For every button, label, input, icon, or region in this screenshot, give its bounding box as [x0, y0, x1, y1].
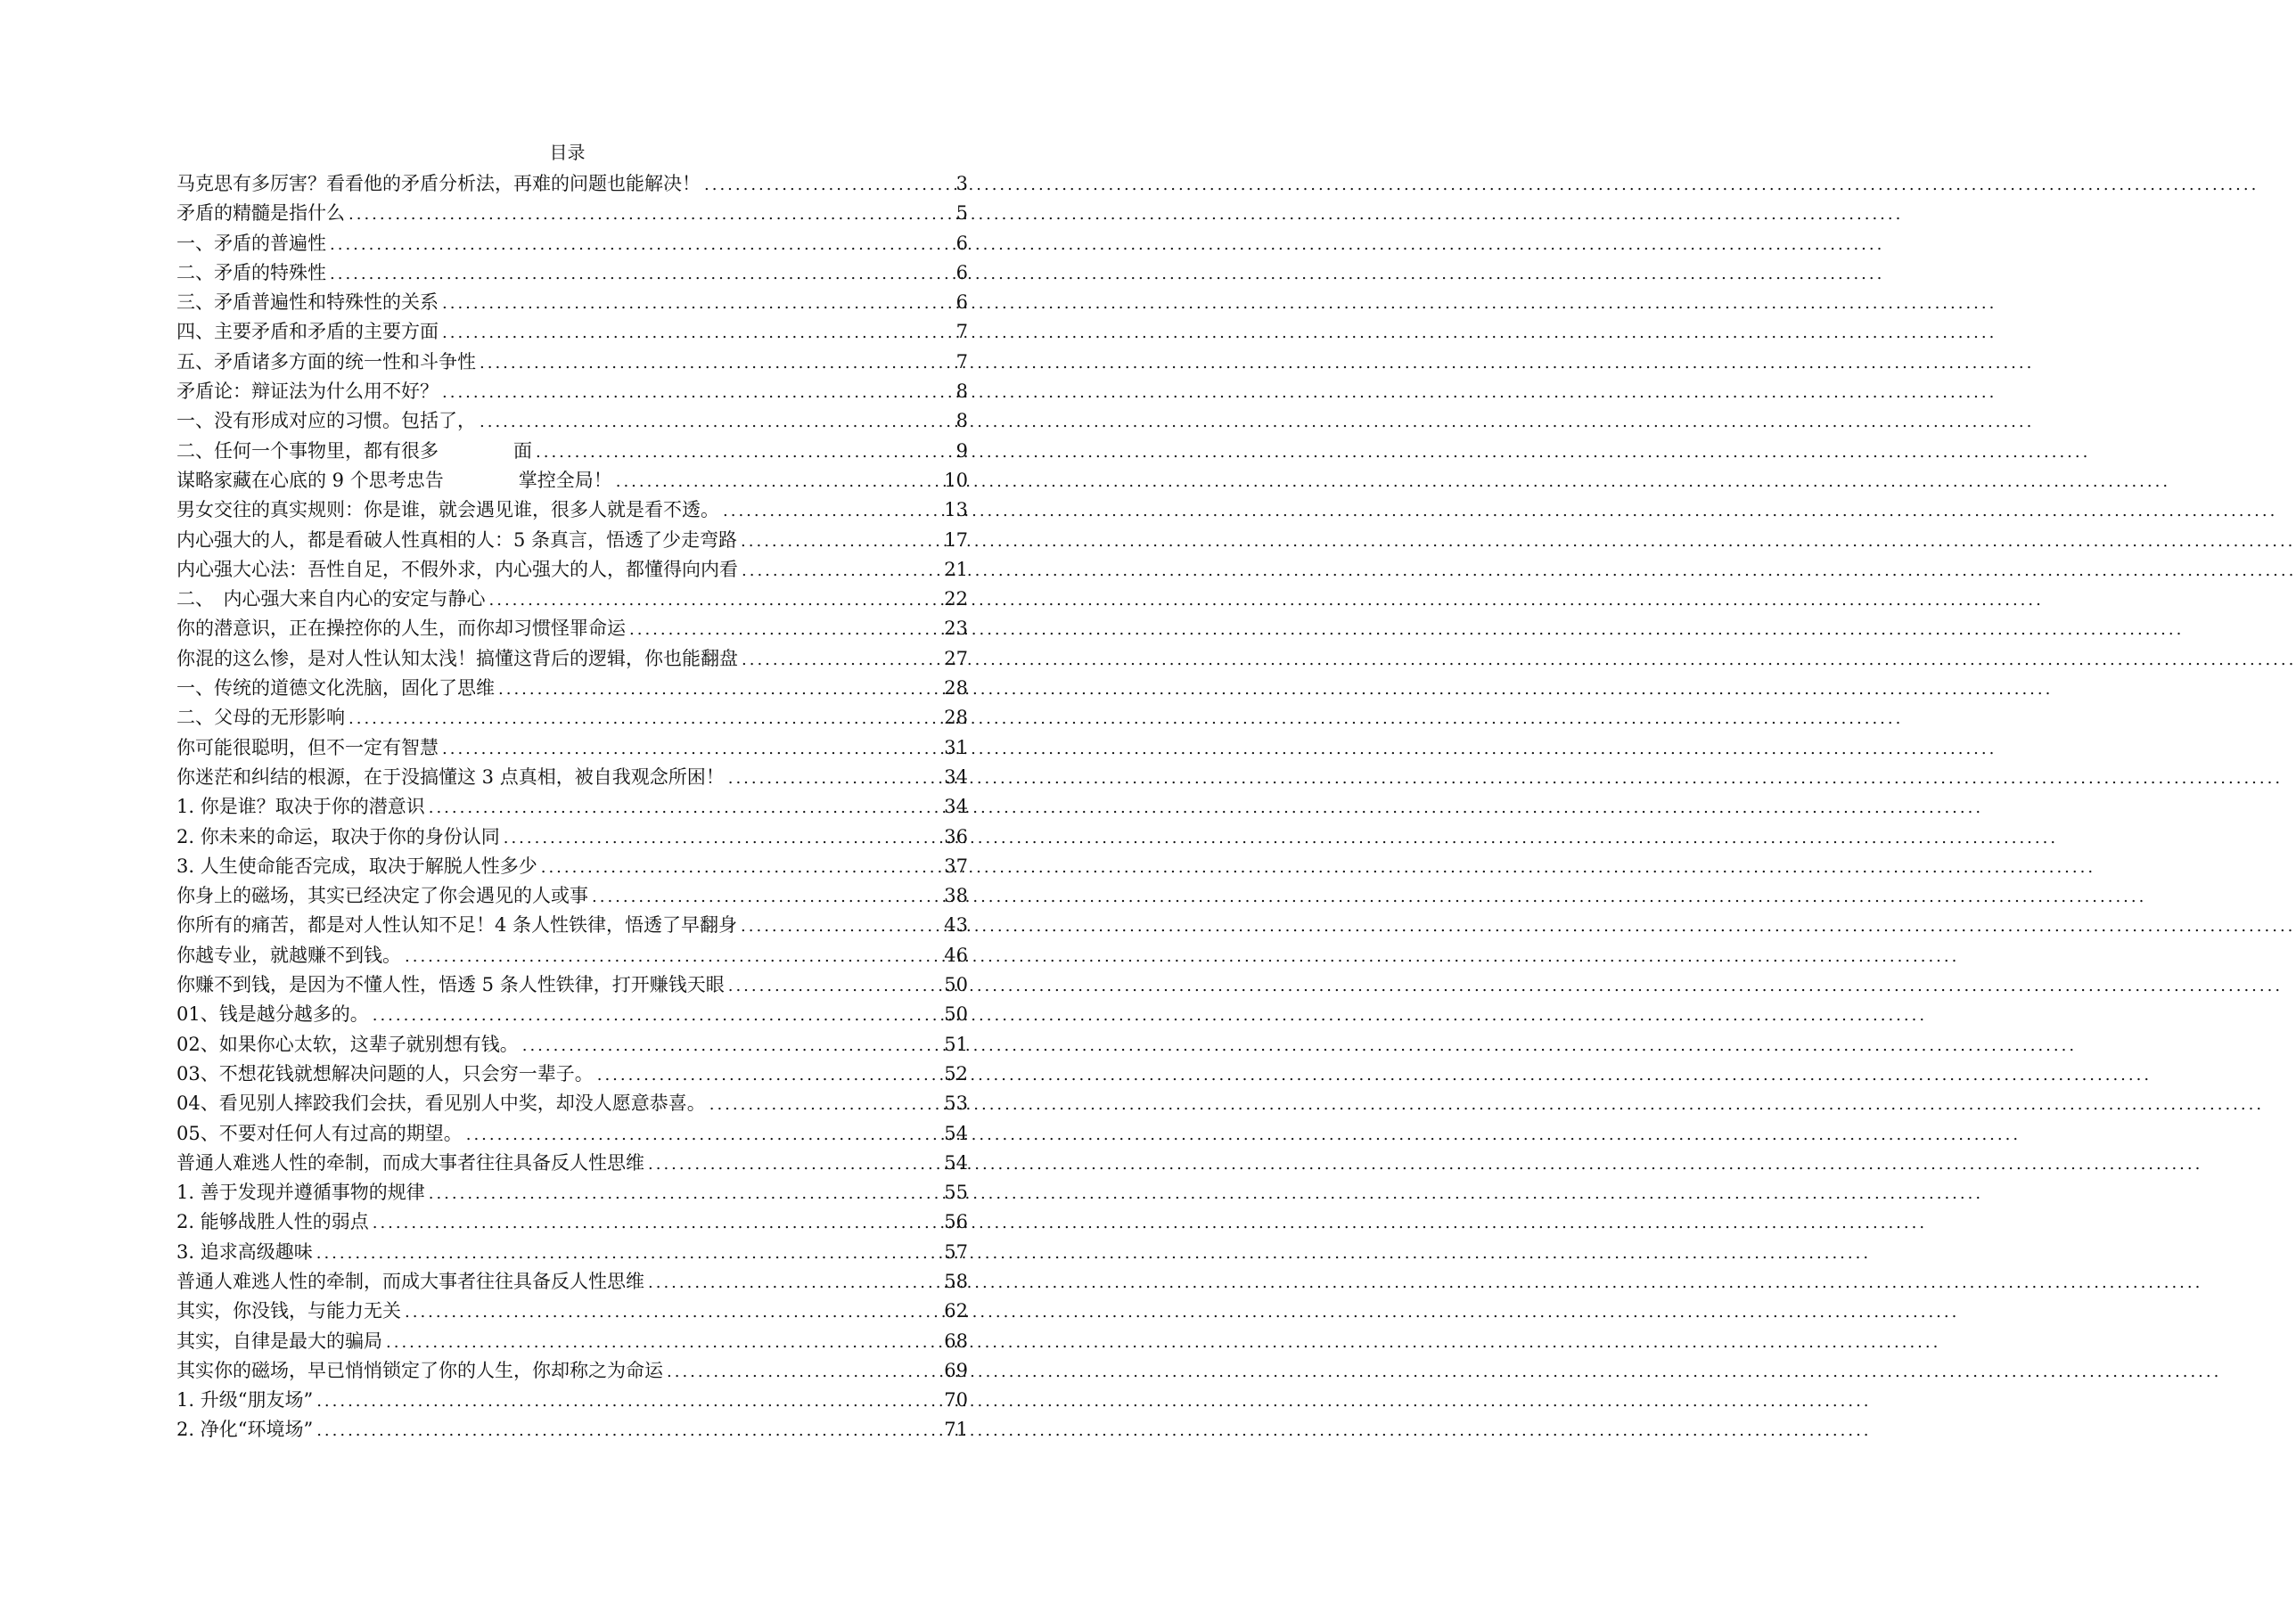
toc-dot-leader: [439, 289, 947, 318]
toc-dot-leader: [313, 1416, 944, 1445]
toc-dot-leader: [425, 1179, 945, 1208]
toc-page-number: 28: [944, 677, 968, 700]
toc-entry[interactable]: [176, 941, 968, 970]
toc-dot-leader: [725, 971, 945, 1001]
toc-dot-leader: [425, 793, 945, 822]
toc-entry-title: 你赚不到钱，是因为不懂人性，悟透 5 条人性铁律，打开赚钱天眼: [176, 974, 725, 996]
toc-entry[interactable]: [176, 258, 968, 288]
toc-page-number: 22: [944, 588, 968, 610]
toc-entry[interactable]: [176, 1060, 968, 1089]
toc-page-number: 54: [944, 1151, 968, 1174]
toc-entry[interactable]: [176, 169, 968, 199]
toc-entry[interactable]: [176, 733, 968, 763]
toc-page-number: 7: [955, 350, 968, 372]
toc-entry[interactable]: [176, 1178, 968, 1207]
toc-dot-leader: [476, 407, 947, 437]
table-of-contents: [176, 169, 968, 1445]
toc-dot-leader: [486, 585, 945, 615]
toc-entry[interactable]: [176, 822, 968, 852]
toc-dot-leader: [401, 942, 944, 971]
toc-dot-leader: [476, 348, 947, 378]
toc-entry-title: 普通人难逃人性的牵制，而成大事者往往具备反人性思维: [176, 1151, 644, 1174]
toc-entry-title: 3. 追求高级趣味: [176, 1240, 313, 1263]
toc-entry[interactable]: [176, 970, 968, 1000]
toc-entry[interactable]: [176, 881, 968, 911]
toc-page-number: 38: [944, 885, 968, 907]
toc-entry[interactable]: [176, 1327, 968, 1356]
toc-entry-title: 四、主要矛盾和矛盾的主要方面: [176, 321, 439, 343]
toc-entry-title: 你越专业，就越赚不到钱。: [176, 944, 401, 966]
toc-page-number: 28: [944, 707, 968, 729]
toc-dot-leader: [701, 170, 947, 200]
toc-page-number: 6: [955, 232, 968, 254]
toc-entry[interactable]: [176, 288, 968, 317]
toc-dot-leader: [463, 1120, 945, 1150]
toc-entry-title: 02、如果你心太软，这辈子就别想有钱。: [176, 1033, 519, 1055]
toc-entry-title: 01、钱是越分越多的。: [176, 1003, 369, 1026]
toc-dot-leader: [594, 1060, 945, 1090]
toc-dot-leader: [612, 467, 945, 496]
toc-entry-title: 一、矛盾的普遍性: [176, 232, 326, 254]
toc-entry[interactable]: [176, 852, 968, 881]
toc-page-number: 34: [944, 796, 968, 818]
toc-entry[interactable]: [176, 1267, 968, 1297]
toc-entry-title: 三、矛盾普遍性和特殊性的关系: [176, 291, 439, 314]
toc-page-number: 69: [944, 1359, 968, 1381]
toc-page-number: 50: [944, 1003, 968, 1026]
toc-page-number: 10: [944, 469, 968, 491]
toc-page-number: 68: [944, 1330, 968, 1352]
toc-page-number: 8: [955, 381, 968, 403]
toc-entry-title: 你迷茫和纠结的根源，在于没搞懂这 3 点真相，被自我观念所困！: [176, 765, 725, 788]
toc-entry[interactable]: [176, 1356, 968, 1386]
toc-entry[interactable]: [176, 792, 968, 822]
toc-entry-title: 3. 人生使命能否完成，取决于解脱人性多少: [176, 855, 537, 877]
toc-page-number: 34: [944, 765, 968, 788]
toc-entry-title: 你可能很聪明，但不一定有智慧: [176, 736, 439, 758]
toc-entry[interactable]: [176, 911, 968, 940]
toc-page-number: 43: [944, 914, 968, 937]
toc-page-number: 8: [955, 410, 968, 432]
toc-entry-title: 1. 升级“朋友场”: [176, 1389, 314, 1412]
toc-entry-title: 一、没有形成对应的习惯。包括了，: [176, 410, 476, 432]
toc-dot-leader: [439, 318, 947, 348]
toc-entry[interactable]: [176, 644, 968, 674]
toc-entry-title: 你所有的痛苦，都是对人性认知不足！4 条人性铁律，悟透了早翻身: [176, 914, 738, 937]
toc-dot-leader: [706, 1090, 945, 1119]
toc-entry[interactable]: [176, 229, 968, 258]
toc-page-number: 9: [955, 439, 968, 462]
toc-entry-title: 一、传统的道德文化洗脑，固化了思维: [176, 677, 495, 700]
toc-dot-leader: [439, 734, 944, 764]
toc-entry-title: 内心强大的人，都是看破人性真相的人：5 条真言，悟透了少走弯路: [176, 528, 738, 551]
toc-entry[interactable]: [176, 526, 968, 555]
toc-entry[interactable]: [176, 1386, 968, 1415]
toc-dot-leader: [644, 1268, 944, 1297]
toc-entry[interactable]: [176, 1000, 968, 1029]
toc-dot-leader: [626, 615, 944, 644]
toc-entry-title: 其实，你没钱，与能力无关: [176, 1300, 401, 1322]
toc-dot-leader: [439, 378, 947, 407]
toc-entry-title: 你混的这么惨，是对人性认知太浅！搞懂这背后的逻辑，你也能翻盘: [176, 647, 738, 669]
toc-page-number: 56: [944, 1211, 968, 1233]
toc-entry[interactable]: [176, 1238, 968, 1267]
toc-entry-title: 男女交往的真实规则：你是谁，就会遇见谁，很多人就是看不透。: [176, 499, 719, 521]
toc-entry-title: 03、不想花钱就想解决问题的人，只会穷一辈子。: [176, 1062, 594, 1084]
toc-entry[interactable]: [176, 317, 968, 347]
toc-dot-leader: [313, 1239, 945, 1268]
toc-entry-title: 矛盾的精髓是指什么: [176, 202, 345, 225]
toc-dot-leader: [738, 556, 944, 585]
toc-page-number: 54: [944, 1122, 968, 1144]
toc-dot-leader: [663, 1357, 944, 1387]
toc-entry[interactable]: [176, 1415, 968, 1444]
toc-entry-title: 其实，自律是最大的骗局: [176, 1330, 382, 1352]
toc-entry-title: 1. 你是谁？取决于你的潜意识: [176, 796, 425, 818]
toc-dot-leader: [738, 645, 944, 675]
toc-page-number: 55: [944, 1182, 968, 1204]
toc-entry-title: 04、看见别人摔跤我们会扶，看见别人中奖，却没人愿意恭喜。: [176, 1093, 706, 1115]
toc-dot-leader: [644, 1150, 944, 1179]
toc-entry[interactable]: [176, 377, 968, 406]
toc-page-number: 36: [944, 825, 968, 847]
toc-entry-title: 二、父母的无形影响: [176, 707, 345, 729]
toc-entry[interactable]: [176, 437, 968, 466]
toc-entry[interactable]: [176, 406, 968, 436]
toc-page-number: 58: [944, 1270, 968, 1292]
toc-entry-title: 马克思有多厉害？看看他的矛盾分析法，再难的问题也能解决！: [176, 173, 701, 194]
toc-dot-leader: [326, 230, 947, 259]
toc-dot-leader: [719, 496, 944, 526]
toc-entry[interactable]: [176, 199, 968, 228]
toc-page-number: 27: [944, 647, 968, 669]
toc-dot-leader: [532, 438, 947, 467]
toc-page-number: 13: [944, 499, 968, 521]
toc-entry[interactable]: [176, 466, 968, 495]
toc-entry-title: 05、不要对任何人有过高的期望。: [176, 1122, 463, 1144]
toc-dot-leader: [382, 1328, 944, 1357]
toc-page-number: 7: [955, 321, 968, 343]
toc-dot-leader: [537, 853, 945, 882]
toc-entry-title: 谋略家藏在心底的 9 个思考忠告 掌控全局！: [176, 469, 612, 491]
toc-page-number: 21: [944, 558, 968, 580]
toc-entry[interactable]: [176, 1119, 968, 1149]
toc-dot-leader: [345, 200, 947, 229]
toc-entry-title: 你身上的磁场，其实已经决定了你会遇见的人或事: [176, 885, 588, 907]
toc-page-number: 46: [944, 944, 968, 966]
toc-entry[interactable]: [176, 674, 968, 703]
toc-entry[interactable]: [176, 1297, 968, 1326]
toc-entry[interactable]: [176, 1207, 968, 1237]
toc-entry-title: 二、任何一个事物里，都有很多 面: [176, 439, 532, 462]
toc-entry[interactable]: [176, 614, 968, 643]
toc-page-number: 17: [944, 528, 968, 551]
toc-entry-title: 五、矛盾诸多方面的统一性和斗争性: [176, 350, 476, 372]
toc-entry[interactable]: [176, 1030, 968, 1060]
toc-entry-title: 其实你的磁场，早已悄悄锁定了你的人生，你却称之为命运: [176, 1359, 663, 1381]
toc-entry[interactable]: [176, 348, 968, 377]
toc-page-number: 23: [944, 618, 968, 640]
toc-page-number: 50: [944, 974, 968, 996]
toc-entry[interactable]: [176, 555, 968, 585]
toc-entry-title: 普通人难逃人性的牵制，而成大事者往往具备反人性思维: [176, 1270, 644, 1292]
toc-entry[interactable]: [176, 495, 968, 525]
toc-dot-leader: [495, 675, 944, 704]
toc-entry-title: 2. 能够战胜人性的弱点: [176, 1211, 369, 1233]
toc-entry[interactable]: [176, 585, 968, 614]
toc-dot-leader: [500, 823, 945, 853]
toc-entry-title: 你的潜意识，正在操控你的人生，而你却习惯怪罪命运: [176, 618, 626, 640]
toc-page-number: 37: [944, 855, 968, 877]
toc-page-number: 6: [955, 261, 968, 283]
toc-entry[interactable]: [176, 1149, 968, 1178]
toc-page-number: 70: [944, 1389, 968, 1412]
toc-dot-leader: [737, 912, 944, 941]
toc-entry-title: 内心强大心法：吾性自足，不假外求，内心强大的人，都懂得向内看: [176, 558, 738, 580]
toc-entry-title: 2. 净化“环境场”: [176, 1419, 314, 1441]
toc-entry-title: 二、矛盾的特殊性: [176, 261, 326, 283]
toc-page-number: 51: [944, 1033, 968, 1055]
page-title: 目录: [549, 142, 586, 163]
toc-dot-leader: [401, 1297, 944, 1327]
toc-entry-title: 1. 善于发现并遵循事物的规律: [176, 1182, 425, 1204]
toc-entry-title: 2. 你未来的命运，取决于你的身份认同: [176, 825, 500, 847]
toc-dot-leader: [725, 764, 945, 793]
toc-entry[interactable]: [176, 1089, 968, 1118]
toc-page-number: 6: [955, 291, 968, 314]
toc-page-number: 3: [955, 173, 968, 194]
toc-dot-leader: [345, 704, 944, 733]
toc-dot-leader: [326, 259, 947, 289]
toc-page-number: 53: [944, 1093, 968, 1115]
toc-entry-title: 二、 内心强大来自内心的安定与静心: [176, 588, 486, 610]
toc-dot-leader: [369, 1208, 945, 1238]
toc-dot-leader: [519, 1031, 945, 1060]
toc-entry[interactable]: [176, 703, 968, 732]
toc-page-number: 62: [944, 1300, 968, 1322]
toc-dot-leader: [588, 882, 944, 912]
toc-entry[interactable]: [176, 763, 968, 792]
toc-dot-leader: [313, 1387, 944, 1416]
toc-dot-leader: [369, 1001, 945, 1030]
toc-page-number: 5: [955, 202, 968, 225]
toc-page-number: 52: [944, 1062, 968, 1084]
toc-page-number: 31: [944, 736, 968, 758]
toc-dot-leader: [737, 527, 944, 556]
toc-entry-title: 矛盾论：辩证法为什么用不好？: [176, 381, 439, 403]
toc-page-number: 57: [944, 1240, 968, 1263]
toc-page-number: 71: [944, 1419, 968, 1441]
